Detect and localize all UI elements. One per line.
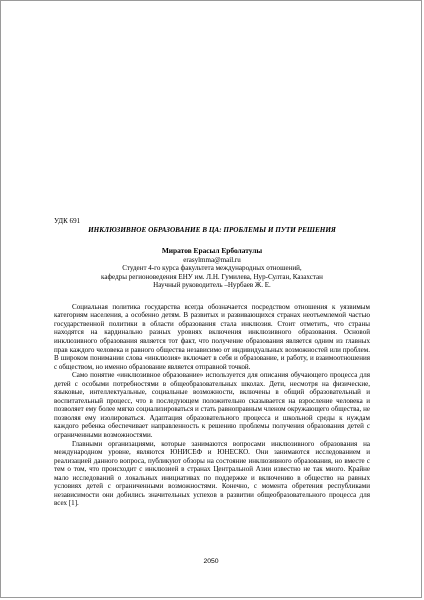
udk-code: УДК 691 bbox=[54, 217, 81, 225]
body-paragraph: Само понятие «инклюзивное образование» используется для описания обучающего процесса для детей с особыми потребностями в общеобразовательных школах. Дети, несмотря на физические, языковые, интеллектуальные, социальные возможности, включены в общий образовательный и воспитательный процесс, что в последующем положительно сказывается на взросление человека и позволяет ему более мягко социализироваться и стать равноправным членом окружающего общества, не позволяя ему изолироваться. Адаптация образовательного процесса и школьной среды к нуждам каждого ребенка обеспечивает направленность к решению проблемы получения образования детей с ограниченными возможностями. bbox=[54, 371, 370, 440]
article-body bbox=[54, 303, 370, 508]
author-email: erasylmma@mail.ru bbox=[183, 255, 241, 264]
body-paragraph: Главными организациями, которые занимаются вопросами инклюзивного образования на международном уровне, являются ЮНИСЕФ и ЮНЕСКО. Они занимаются исследованием и реализацией данного вопроса, публикуют обзоры на состояние инклюзивного образования, но вместе с тем о том, что происходит с инклюзией в странах Центральной Азии известно не так много. Крайне мало исследований о локальных инициативах по поддержке и включению в общество на равных условиях детей с ограниченными возможностями. Конечно, с момента обретения республиками независимости они добились значительных успехов в развитии общеобразовательного процесса для всех [1]. bbox=[54, 439, 370, 508]
author-affiliation-line-1: Студент 4-го курса факультета международных отношений, bbox=[122, 264, 302, 273]
author-affiliation-line-2: кафедры регионоведения ЕНУ им. Л.Н. Гумилева, Нур-Султан, Казахстан bbox=[101, 272, 323, 281]
author-block bbox=[54, 247, 370, 290]
page-number: 2050 bbox=[203, 558, 219, 565]
scientific-supervisor: Научный руководитель –Нурбаев Ж. Е. bbox=[153, 281, 271, 290]
author-name: Миратов Ерасыл Ерболатулы bbox=[161, 246, 263, 256]
article-content bbox=[54, 217, 370, 508]
article-title: ИНКЛЮЗИВНОЕ ОБРАЗОВАНИЕ В ЦА: ПРОБЛЕМЫ И ПУТИ РЕШЕНИЯ bbox=[88, 225, 336, 234]
body-paragraph: Социальная политика государства всегда обозначается посредством отношения к уязвимым категориям населения, а особенно детям. В развитых и развивающихся странах неотъемлемой частью государственной политики в области образования стала инклюзия. Стоит отметить, что страны находятся на кардинально разных уровнях включения инклюзивного образования. Основой инклюзивного образования является тот факт, что получение образования является одним из главных прав каждого человека и равного общества независимо от индивидуальных возможностей или проблем. В широком понимании слова «инклюзия» включает в себя и образование, и работу, и взаимоотношения с обществом, но именно образование является отправной точкой. bbox=[54, 302, 370, 371]
